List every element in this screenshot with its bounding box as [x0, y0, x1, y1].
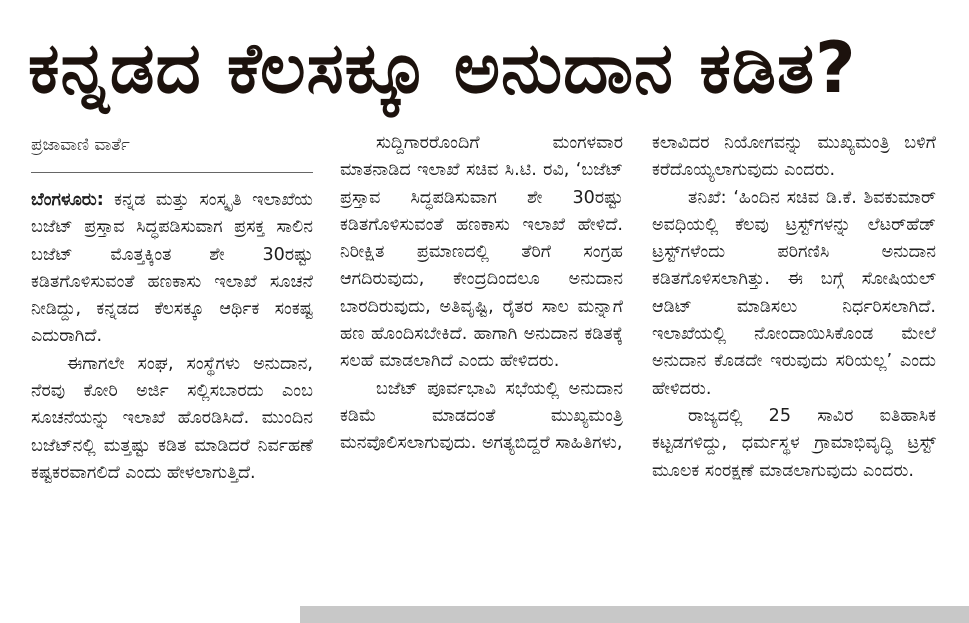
paragraph: ಈಗಾಗಲೇ ಸಂಘ, ಸಂಸ್ಥೆಗಳು ಅನುದಾನ, ನೆರವು ಕೋರಿ ಅರ್ಜಿ ಸಲ್ಲಿಸಬಾರದು ಎಂಬ ಸೂಚನೆಯನ್ನು ಇಲಾಖೆ ಹೊರಡಿಸಿದೆ. ಮುಂದಿನ ಬಜೆಟ್‌ನಲ್ಲಿ ಮತ್ತಷ್ಟು ಕಡಿತ ಮಾಡಿದರೆ ನಿರ್ವಹಣೆ ಕಷ್ಟಕರವಾಗಲಿದೆ ಎಂದು ಹೇಳಲಾಗುತ್ತಿದೆ.	[31, 353, 313, 483]
byline-divider	[31, 172, 313, 173]
article-column-3	[652, 130, 936, 485]
dateline: ಬೆಂಗಳೂರು:	[31, 190, 104, 210]
paragraph: ಸುದ್ದಿಗಾರರೊಂದಿಗೆ ಮಂಗಳವಾರ ಮಾತನಾಡಿದ ಇಲಾಖೆ ಸಚಿವ ಸಿ.ಟಿ. ರವಿ, ‘ಬಜೆಟ್ ಪ್ರಸ್ತಾವ ಸಿದ್ಧಪಡಿಸುವಾಗ ಶೇ 30ರಷ್ಟು ಕಡಿತಗೊಳಿಸುವಂತೆ ಹಣಕಾಸು ಇಲಾಖೆ ಹೇಳಿದೆ. ನಿರೀಕ್ಷಿತ ಪ್ರಮಾಣದಲ್ಲಿ ತೆರಿಗೆ ಸಂಗ್ರಹ ಆಗದಿರುವುದು, ಕೇಂದ್ರದಿಂದಲೂ ಅನುದಾನ ಬಾರದಿರುವುದು, ಅತಿವೃಷ್ಟಿ, ರೈತರ ಸಾಲ ಮನ್ನಾಗೆ ಹಣ ಹೊಂದಿಸಬೇಕಿದೆ. ಹಾಗಾಗಿ ಅನುದಾನ ಕಡಿತಕ್ಕೆ ಸಲಹೆ ಮಾಡಲಾಗಿದೆ ಎಂದು ಹೇಳಿದರು.	[340, 133, 623, 372]
paragraph: ಕಲಾವಿದರ ನಿಯೋಗವನ್ನು ಮುಖ್ಯಮಂತ್ರಿ ಬಳಿಗೆ ಕರೆದೊಯ್ಯಲಾಗುವುದು ಎಂದರು.	[652, 133, 936, 181]
paragraph: ರಾಜ್ಯದಲ್ಲಿ 25 ಸಾವಿರ ಐತಿಹಾಸಿಕ ಕಟ್ಟಡಗಳಿದ್ದು, ಧರ್ಮಸ್ಥಳ ಗ್ರಾಮಾಭಿವೃದ್ಧಿ ಟ್ರಸ್ಟ್ ಮೂಲಕ ಸಂರಕ್ಷಣೆ ಮಾಡಲಾಗುವುದು ಎಂದರು.	[652, 405, 936, 481]
byline: ಪ್ರಜಾವಾಣಿ ವಾರ್ತೆ	[31, 135, 130, 155]
paragraph-text: ಕನ್ನಡ ಮತ್ತು ಸಂಸ್ಕೃತಿ ಇಲಾಖೆಯ ಬಜೆಟ್ ಪ್ರಸ್ತಾವ ಸಿದ್ಧಪಡಿಸುವಾಗ ಪ್ರಸಕ್ತ ಸಾಲಿನ ಬಜೆಟ್ ಮೊತ್ತಕ್ಕಿಂತ ಶೇ 30ರಷ್ಟು ಕಡಿತಗೊಳಿಸುವಂತೆ ಹಣಕಾಸು ಇಲಾಖೆ ಸೂಚನೆ ನೀಡಿದ್ದು, ಕನ್ನಡದ ಕೆಲಸಕ್ಕೂ ಆರ್ಥಿಕ ಸಂಕಷ್ಟ ಎದುರಾಗಿದೆ.	[31, 190, 313, 347]
headline: ಕನ್ನಡದ ಕೆಲಸಕ್ಕೂ ಅನುದಾನ ಕಡಿತ?	[28, 27, 857, 109]
horizontal-scrollbar[interactable]	[300, 606, 969, 623]
paragraph: ಬಜೆಟ್ ಪೂರ್ವಭಾವಿ ಸಭೆಯಲ್ಲಿ ಅನುದಾನ ಕಡಿಮೆ ಮಾಡದಂತೆ ಮುಖ್ಯಮಂತ್ರಿ ಮನವೊಲಿಸಲಾಗುವುದು. ಅಗತ್ಯಬಿದ್ದರೆ ಸಾಹಿತಿಗಳು,	[340, 378, 623, 454]
article-column-2	[340, 130, 623, 458]
paragraph	[31, 187, 313, 351]
article-column-1	[31, 130, 313, 487]
paragraph: ತನಿಖೆ: ‘ಹಿಂದಿನ ಸಚಿವ ಡಿ.ಕೆ. ಶಿವಕುಮಾರ್ ಅವಧಿಯಲ್ಲಿ ಕೆಲವು ಟ್ರಸ್ಟ್‌ಗಳನ್ನು ಲೆಟರ್‌ಹೆಡ್ ಟ್ರಸ್ಟ್‌ಗಳೆಂದು ಪರಿಗಣಿಸಿ ಅನುದಾನ ಕಡಿತಗೊಳಿಸಲಾಗಿತ್ತು. ಈ ಬಗ್ಗೆ ಸೋಷಿಯಲ್ ಆಡಿಟ್ ಮಾಡಿಸಲು ನಿರ್ಧರಿಸಲಾಗಿದೆ. ಇಲಾಖೆಯಲ್ಲಿ ನೋಂದಾಯಿಸಿಕೊಂಡ ಮೇಲೆ ಅನುದಾನ ಕೊಡದೇ ಇರುವುದು ಸರಿಯಲ್ಲ’ ಎಂದು ಹೇಳಿದರು.	[652, 187, 936, 399]
